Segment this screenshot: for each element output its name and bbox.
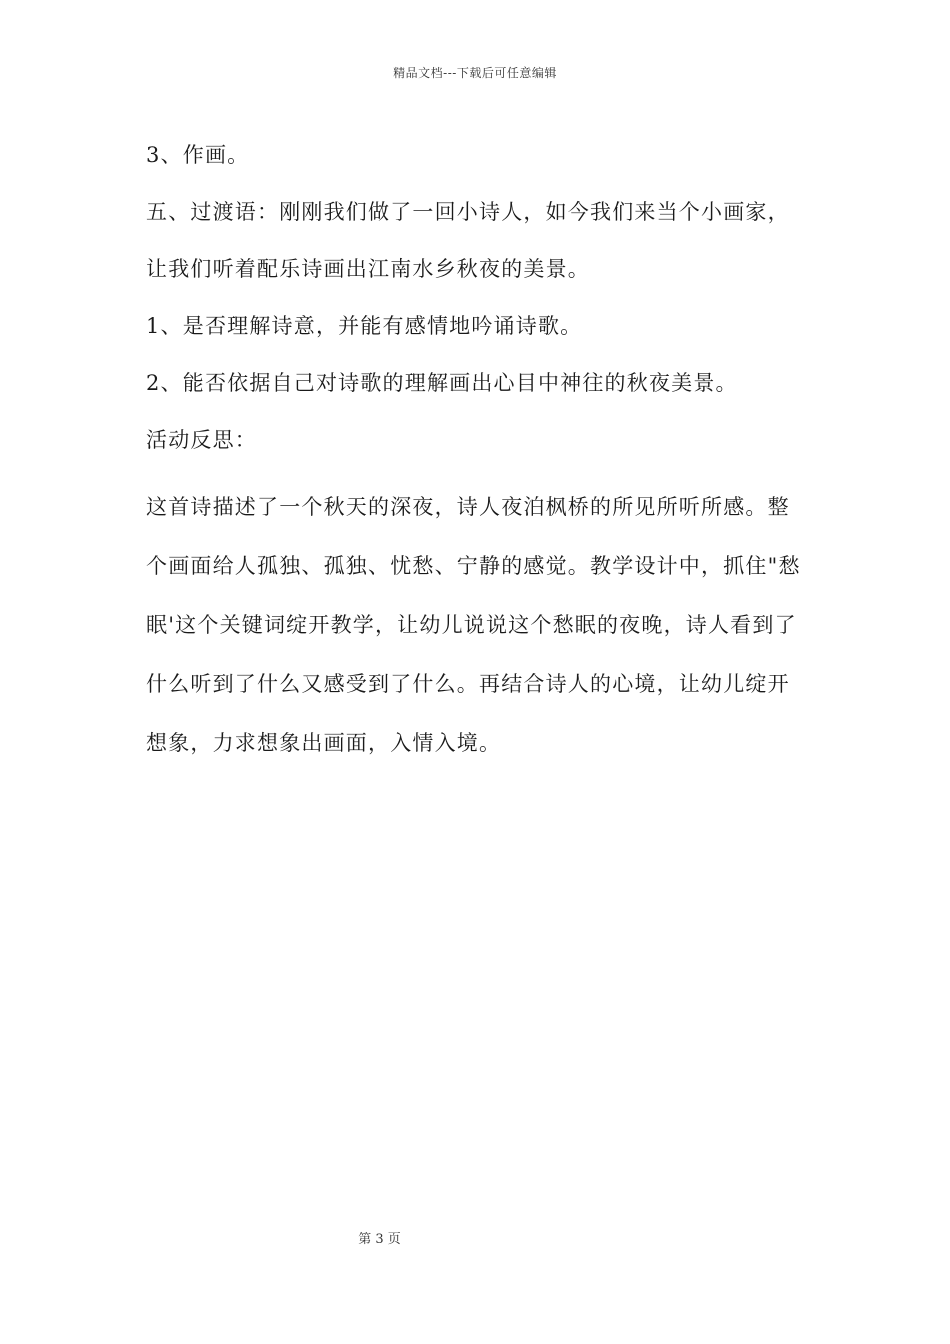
body-line-step-3: 3、作画。	[146, 143, 250, 167]
section-heading-reflection: 活动反思：	[146, 428, 257, 452]
reflection-paragraph	[146, 478, 810, 773]
body-line-criterion-1: 1、是否理解诗意，并能有感情地吟诵诗歌。	[146, 314, 583, 338]
reflection-line: 什么听到了什么又感受到了什么。再结合诗人的心境，让幼儿绽开	[146, 672, 790, 696]
reflection-line: 想象，力求想象出画面，入情入境。	[146, 731, 502, 755]
document-body	[146, 132, 810, 773]
reflection-line: 眠'这个关键词绽开教学，让幼儿说说这个愁眠的夜晚，诗人看到了	[146, 613, 797, 637]
page-header: 精品文档---下载后可任意编辑	[393, 66, 557, 80]
body-line-transition-cont: 让我们听着配乐诗画出江南水乡秋夜的美景。	[146, 257, 590, 281]
reflection-line: 个画面给人孤独、孤独、忧愁、宁静的感觉。教学设计中，抓住"愁	[146, 554, 801, 578]
body-line-criterion-2: 2、能否依据自己对诗歌的理解画出心目中神往的秋夜美景。	[146, 371, 738, 395]
page-number: 第 3 页	[358, 1232, 401, 1247]
reflection-line: 这首诗描述了一个秋天的深夜，诗人夜泊枫桥的所见所听所感。整	[146, 495, 790, 519]
body-line-transition: 五、过渡语：刚刚我们做了一回小诗人，如今我们来当个小画家，	[146, 200, 790, 224]
